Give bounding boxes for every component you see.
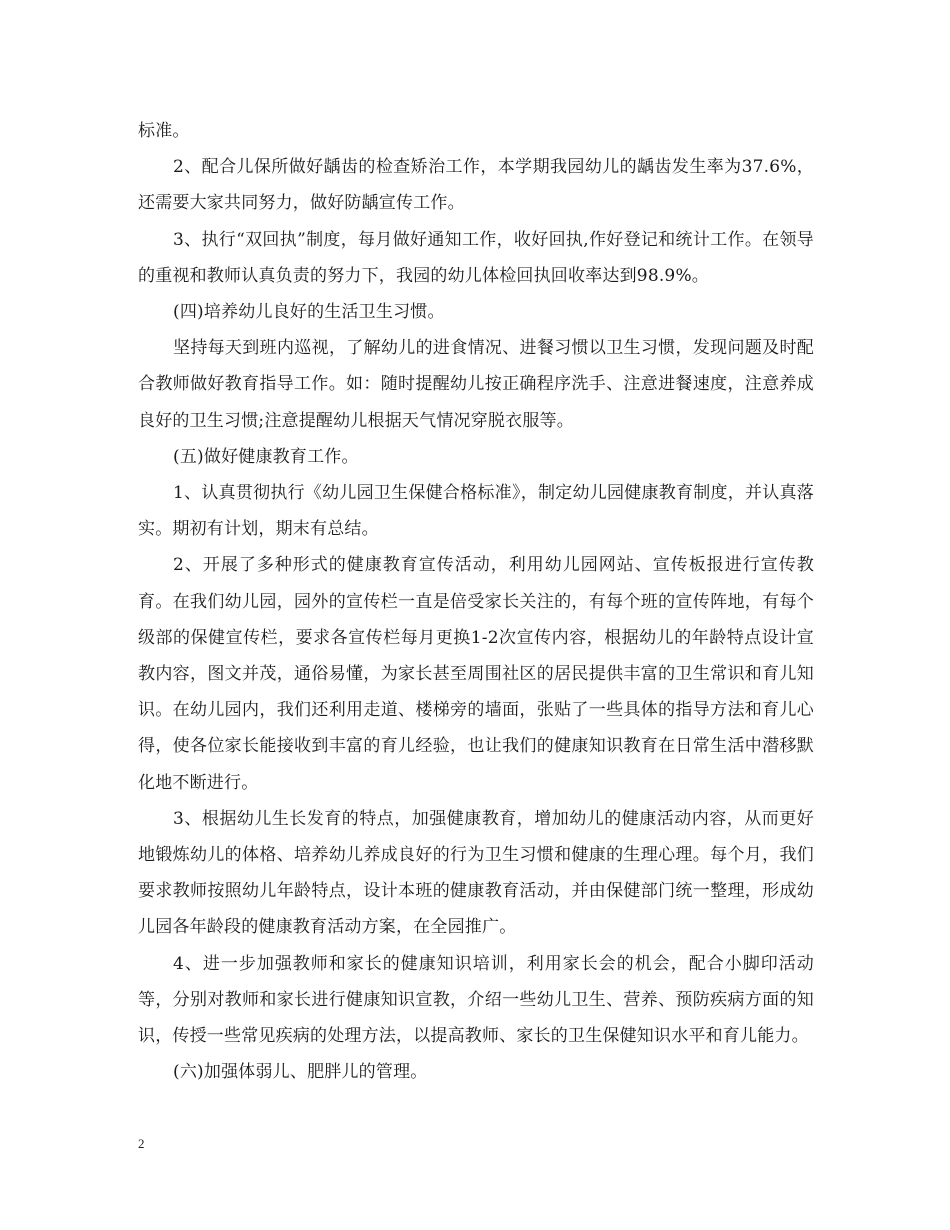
paragraph-double-receipt: 3、执行“双回执”制度，每月做好通知工作，收好回执,作好登记和统计工作。在领导的重视和教师认真负责的努力下，我园的幼儿体检回执回收率达到98.9%。 [138,229,814,286]
paragraph-publicity-activities: 2、开展了多种形式的健康教育宣传活动，利用幼儿园网站、宣传板报进行宣传教育。在我们幼儿园，园外的宣传栏一直是倍受家长关注的，有每个班的宣传阵地，有每个级部的保健宣传栏，要求各宣传栏每月更换1-2次宣传内容，根据幼儿的年龄特点设计宣教内容，图文并茂，通俗易懂，为家长甚至周围社区的居民提供丰富的卫生常识和育儿知识。在幼儿园内，我们还利用走道、楼梯旁的墙面，张贴了一些具体的指导方法和育儿心得，使各位家长能接收到丰富的育儿经验，也让我们的健康知识教育在日常生活中潜移默化地不断进行。 [138,555,814,793]
page-number: 2 [138,1136,145,1151]
section-heading-health-education: (五)做好健康教育工作。 [173,446,359,467]
section-heading-hygiene-habits: (四)培养幼儿良好的生活卫生习惯。 [173,302,445,323]
body-text [138,113,814,1090]
paragraph-health-standard: 1、认真贯彻执行《幼儿园卫生保健合格标准》，制定幼儿园健康教育制度，并认真落实。期初有计划，期末有总结。 [138,483,814,540]
paragraph-continuation: 标准。 [138,121,190,141]
section-heading-weak-obese-children: (六)加强体弱儿、肥胖儿的管理。 [173,1062,428,1083]
paragraph-training: 4、进一步加强教师和家长的健康知识培训，利用家长会的机会，配合小脚印活动等，分别对教师和家长进行健康知识宣教，介绍一些幼儿卫生、营养、预防疾病方面的知识，传授一些常见疾病的处理方法，以提高教师、家长的卫生保健知识水平和育儿能力。 [138,953,814,1047]
paragraph-caries-check: 2、配合儿保所做好龋齿的检查矫治工作，本学期我园幼儿的龋齿发生率为37.6%，还需要大家共同努力，做好防龋宣传工作。 [138,157,814,214]
paragraph-growth-education: 3、根据幼儿生长发育的特点，加强健康教育，增加幼儿的健康活动内容，从而更好地锻炼幼儿的体格、培养幼儿养成良好的行为卫生习惯和健康的生理心理。每个月，我们要求教师按照幼儿年龄特点，设计本班的健康教育活动，并由保健部门统一整理，形成幼儿园各年龄段的健康教育活动方案，在全园推广。 [138,808,814,938]
paragraph-daily-patrol: 坚持每天到班内巡视，了解幼儿的进食情况、进餐习惯以卫生习惯，发现问题及时配合教师做好教育指导工作。如：随时提醒幼儿按正确程序洗手、注意进餐速度，注意养成良好的卫生习惯;注意提醒幼儿根据天气情况穿脱衣服等。 [138,338,814,431]
